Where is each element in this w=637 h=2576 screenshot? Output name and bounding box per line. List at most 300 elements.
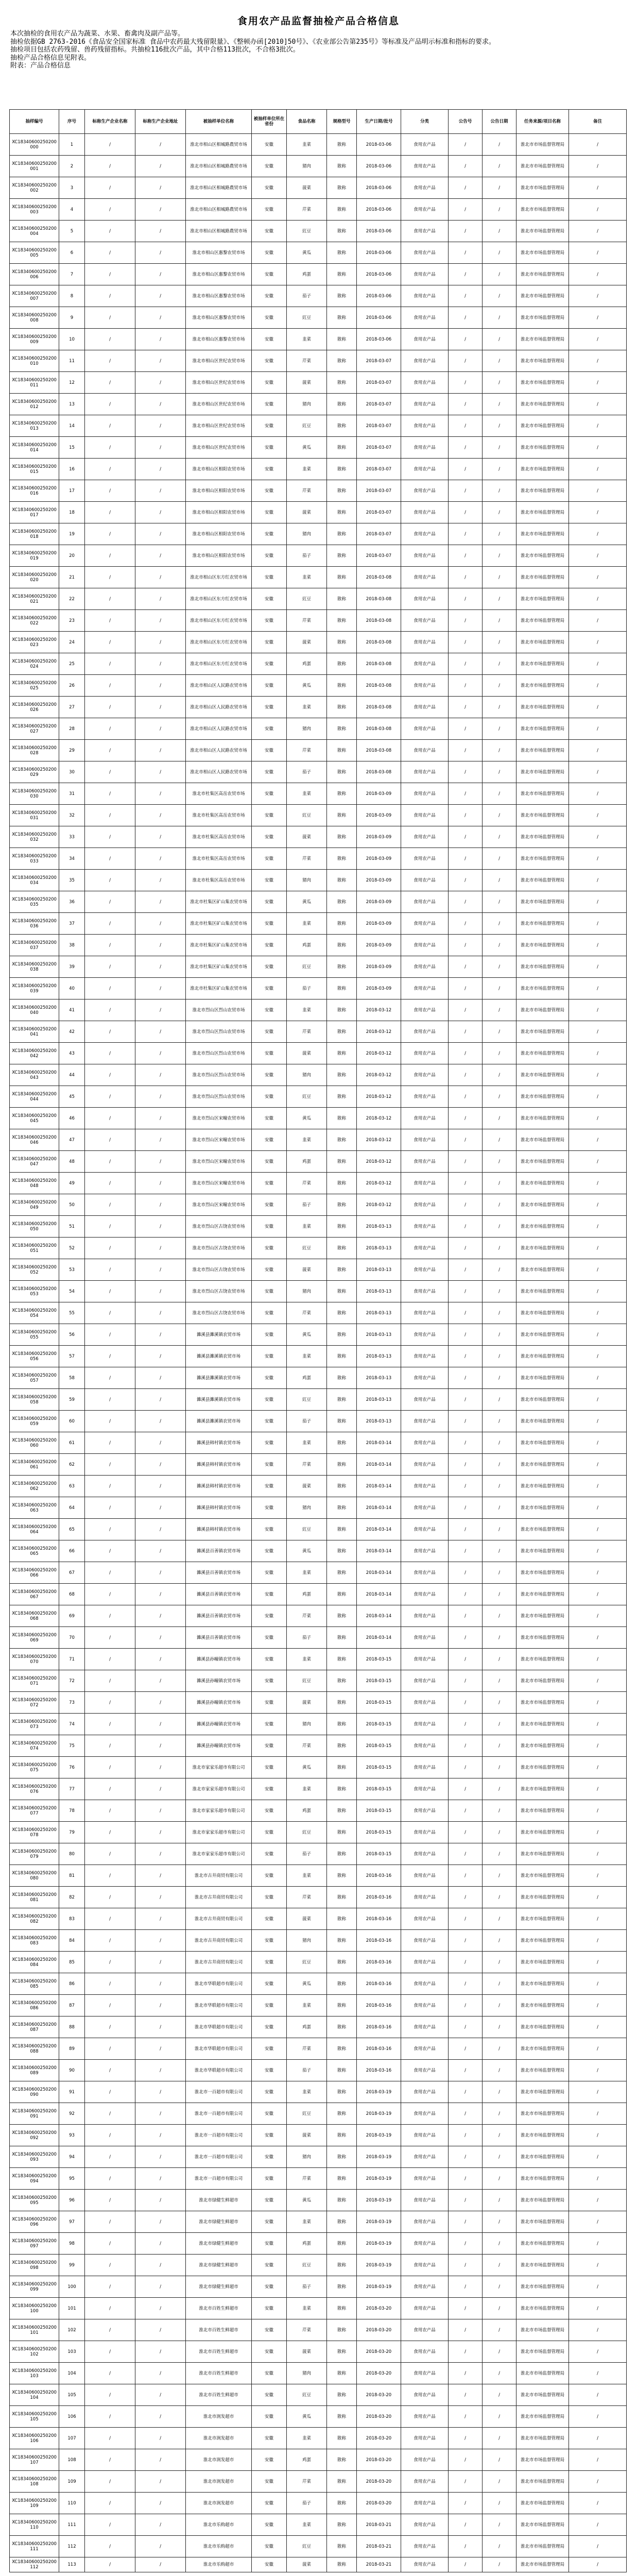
- table-cell: /: [85, 1930, 135, 1952]
- table-cell: 淮北市烈山区古饶农贸市场: [186, 1302, 252, 1324]
- table-cell: /: [569, 1627, 627, 1649]
- table-cell: 鸡蛋: [287, 264, 327, 285]
- table-cell: XC18340600250200096: [10, 2211, 59, 2233]
- table-cell: 食用农产品: [401, 1735, 449, 1757]
- table-cell: /: [85, 2536, 135, 2557]
- table-row: [10, 285, 627, 307]
- table-cell: 淮北市市场监督管理局: [517, 1367, 569, 1389]
- table-cell: 食用农产品: [401, 1714, 449, 1735]
- table-cell: 76: [59, 1757, 85, 1778]
- table-row: [10, 372, 627, 394]
- table-cell: XC18340600250200100: [10, 2298, 59, 2319]
- table-cell: 110: [59, 2493, 85, 2514]
- intro-line: 抽检项目包括农药残留、兽药残留指标。共抽检116批次产品，其中合格113批次，不合格3批次。: [10, 46, 300, 54]
- table-cell: /: [449, 1346, 483, 1367]
- table-cell: 淮北市市场监督管理局: [517, 2190, 569, 2211]
- table-cell: /: [483, 1822, 517, 1843]
- table-cell: 10: [59, 329, 85, 350]
- table-cell: /: [135, 1346, 186, 1367]
- table-cell: 淮北市烈山区宋疃农贸市场: [186, 1129, 252, 1151]
- table-cell: /: [569, 2211, 627, 2233]
- table-cell: 散称: [327, 1086, 357, 1108]
- table-cell: 淮北市市场监督管理局: [517, 1151, 569, 1173]
- table-cell: 淮北市相山区相城路農贸市场: [186, 177, 252, 199]
- table-cell: /: [85, 199, 135, 221]
- table-row: [10, 675, 627, 697]
- table-cell: 散称: [327, 307, 357, 329]
- table-cell: /: [569, 459, 627, 480]
- table-cell: 安徽: [252, 1411, 287, 1432]
- table-cell: /: [483, 1302, 517, 1324]
- table-cell: /: [483, 2190, 517, 2211]
- table-cell: 豇豆: [287, 805, 327, 826]
- table-row: [10, 718, 627, 740]
- table-cell: XC18340600250200060: [10, 1432, 59, 1454]
- table-cell: /: [135, 1194, 186, 1216]
- table-cell: /: [483, 2471, 517, 2493]
- table-cell: XC18340600250200032: [10, 826, 59, 848]
- table-cell: 淮北市市场监督管理局: [517, 459, 569, 480]
- table-cell: 19: [59, 523, 85, 545]
- table-cell: 94: [59, 2146, 85, 2168]
- table-cell: /: [85, 1173, 135, 1194]
- table-cell: 散称: [327, 913, 357, 935]
- table-cell: /: [135, 285, 186, 307]
- table-cell: 淮北市市场监督管理局: [517, 1519, 569, 1540]
- table-cell: /: [85, 1627, 135, 1649]
- table-cell: 韭菜: [287, 134, 327, 156]
- table-cell: 2018-03-08: [357, 567, 401, 588]
- table-cell: 散称: [327, 2557, 357, 2572]
- table-cell: 55: [59, 1302, 85, 1324]
- table-cell: 散称: [327, 805, 357, 826]
- column-header: 被抽样单位所在省份: [252, 110, 287, 134]
- table-cell: 淮北市相山区相城路農贸市场: [186, 199, 252, 221]
- table-cell: 淮北市市场监督管理局: [517, 2384, 569, 2406]
- table-cell: /: [569, 891, 627, 913]
- table-cell: /: [483, 675, 517, 697]
- table-cell: 2018-03-15: [357, 1800, 401, 1822]
- table-cell: 食用农产品: [401, 1865, 449, 1887]
- table-cell: 52: [59, 1238, 85, 1259]
- table-cell: 濉溪县百善镇农贸市场: [186, 1562, 252, 1584]
- table-cell: 淮北市绿健生鲜超市: [186, 2276, 252, 2298]
- table-cell: /: [483, 2363, 517, 2384]
- table-cell: /: [569, 1519, 627, 1540]
- table-cell: XC18340600250200044: [10, 1086, 59, 1108]
- table-cell: 茄子: [287, 1411, 327, 1432]
- table-row: [10, 2038, 627, 2060]
- table-cell: 安徽: [252, 1930, 287, 1952]
- table-cell: /: [449, 329, 483, 350]
- table-cell: /: [135, 718, 186, 740]
- table-cell: /: [135, 1064, 186, 1086]
- table-cell: 食用农产品: [401, 632, 449, 653]
- table-row: [10, 1497, 627, 1519]
- table-cell: 食用农产品: [401, 1389, 449, 1411]
- table-cell: 93: [59, 2125, 85, 2146]
- table-cell: 安徽: [252, 1800, 287, 1822]
- table-cell: 淮北市市场监督管理局: [517, 2428, 569, 2449]
- table-cell: 猪肉: [287, 2363, 327, 2384]
- table-cell: 2018-03-06: [357, 329, 401, 350]
- table-cell: 食用农产品: [401, 1216, 449, 1238]
- table-cell: /: [483, 2341, 517, 2363]
- table-cell: 猪肉: [287, 1714, 327, 1735]
- table-cell: 安徽: [252, 1454, 287, 1476]
- table-cell: 57: [59, 1346, 85, 1367]
- table-cell: /: [449, 2060, 483, 2081]
- table-cell: /: [449, 1995, 483, 2016]
- table-cell: 2018-03-13: [357, 1411, 401, 1432]
- table-cell: 2018-03-12: [357, 1021, 401, 1043]
- table-cell: /: [449, 1800, 483, 1822]
- table-cell: XC18340600250200003: [10, 199, 59, 221]
- table-cell: 散称: [327, 1497, 357, 1519]
- table-cell: 食用农产品: [401, 675, 449, 697]
- table-cell: /: [569, 329, 627, 350]
- table-cell: 韭菜: [287, 913, 327, 935]
- table-cell: XC18340600250200064: [10, 1519, 59, 1540]
- table-cell: /: [449, 199, 483, 221]
- table-cell: 食用农产品: [401, 1086, 449, 1108]
- table-cell: 淮北市市场监督管理局: [517, 697, 569, 718]
- table-cell: /: [449, 588, 483, 610]
- table-cell: 散称: [327, 1800, 357, 1822]
- table-cell: 2018-03-20: [357, 2384, 401, 2406]
- table-cell: /: [85, 697, 135, 718]
- table-cell: /: [569, 415, 627, 437]
- table-cell: 淮北市市场监督管理局: [517, 1735, 569, 1757]
- table-cell: 2018-03-12: [357, 1194, 401, 1216]
- table-cell: 淮北市烈山区宋疃农贸市场: [186, 1194, 252, 1216]
- column-header: 备注: [569, 110, 627, 134]
- table-cell: /: [449, 264, 483, 285]
- table-cell: /: [135, 1021, 186, 1043]
- table-cell: XC18340600250200010: [10, 350, 59, 372]
- table-cell: /: [483, 2449, 517, 2471]
- table-cell: 24: [59, 632, 85, 653]
- table-row: [10, 1411, 627, 1432]
- table-cell: XC18340600250200099: [10, 2276, 59, 2298]
- table-cell: 淮北市烈山区宋疃农贸市场: [186, 1151, 252, 1173]
- table-row: [10, 2146, 627, 2168]
- table-cell: /: [85, 1129, 135, 1151]
- table-cell: /: [483, 415, 517, 437]
- table-cell: 安徽: [252, 632, 287, 653]
- table-cell: 淮北市市场监督管理局: [517, 545, 569, 567]
- table-header-row: [10, 110, 627, 134]
- table-cell: 豇豆: [287, 956, 327, 978]
- table-row: [10, 1432, 627, 1454]
- table-cell: 2018-03-12: [357, 1108, 401, 1129]
- table-cell: /: [135, 1865, 186, 1887]
- table-cell: 淮北市市场监督管理局: [517, 1086, 569, 1108]
- table-cell: 散称: [327, 1540, 357, 1562]
- table-cell: 食用农产品: [401, 2103, 449, 2125]
- table-cell: 安徽: [252, 956, 287, 978]
- table-row: [10, 978, 627, 999]
- table-cell: /: [449, 1822, 483, 1843]
- table-cell: /: [449, 1021, 483, 1043]
- table-cell: XC18340600250200098: [10, 2255, 59, 2276]
- table-cell: 60: [59, 1411, 85, 1432]
- table-cell: 2018-03-14: [357, 1584, 401, 1605]
- table-cell: /: [569, 1908, 627, 1930]
- table-cell: /: [85, 1670, 135, 1692]
- table-cell: 31: [59, 783, 85, 805]
- table-cell: 食用农产品: [401, 415, 449, 437]
- table-cell: 2018-03-12: [357, 1086, 401, 1108]
- table-cell: 淮北市市场监督管理局: [517, 372, 569, 394]
- table-cell: XC18340600250200076: [10, 1778, 59, 1800]
- table-cell: 猪肉: [287, 2146, 327, 2168]
- table-cell: 淮北市华联超市有限公司: [186, 1995, 252, 2016]
- table-cell: /: [85, 1540, 135, 1562]
- table-cell: /: [569, 805, 627, 826]
- table-cell: /: [85, 1216, 135, 1238]
- table-cell: 散称: [327, 459, 357, 480]
- table-cell: /: [85, 1454, 135, 1476]
- table-cell: /: [483, 1692, 517, 1714]
- table-cell: 2018-03-14: [357, 1562, 401, 1584]
- table-cell: XC18340600250200035: [10, 891, 59, 913]
- table-cell: 淮北市市场监督管理局: [517, 1346, 569, 1367]
- table-cell: 菠菜: [287, 1476, 327, 1497]
- table-cell: 韭菜: [287, 1562, 327, 1584]
- table-cell: 安徽: [252, 1064, 287, 1086]
- table-cell: 2018-03-21: [357, 2514, 401, 2536]
- table-cell: /: [85, 2298, 135, 2319]
- table-cell: 安徽: [252, 480, 287, 502]
- table-cell: 安徽: [252, 329, 287, 350]
- table-cell: /: [85, 1887, 135, 1908]
- table-cell: XC18340600250200050: [10, 1216, 59, 1238]
- table-cell: /: [569, 285, 627, 307]
- table-cell: /: [569, 848, 627, 870]
- table-cell: 淮北市相山区相阳农贸市场: [186, 523, 252, 545]
- table-cell: /: [135, 826, 186, 848]
- table-cell: 84: [59, 1930, 85, 1952]
- table-cell: XC18340600250200005: [10, 242, 59, 264]
- table-row: [10, 134, 627, 156]
- table-cell: XC18340600250200059: [10, 1411, 59, 1432]
- table-cell: 淮北市古井商贸有限公司: [186, 1908, 252, 1930]
- table-cell: 散称: [327, 1865, 357, 1887]
- table-cell: /: [135, 1043, 186, 1064]
- table-cell: 2018-03-08: [357, 653, 401, 675]
- table-cell: XC18340600250200091: [10, 2103, 59, 2125]
- table-cell: /: [483, 653, 517, 675]
- table-cell: 2018-03-19: [357, 2233, 401, 2255]
- table-cell: 散称: [327, 2038, 357, 2060]
- table-cell: /: [569, 221, 627, 242]
- table-cell: /: [569, 1887, 627, 1908]
- table-cell: 散称: [327, 2298, 357, 2319]
- table-cell: 食用农产品: [401, 459, 449, 480]
- table-cell: /: [85, 653, 135, 675]
- table-cell: /: [569, 1454, 627, 1476]
- table-cell: /: [569, 1411, 627, 1432]
- table-cell: 2018-03-14: [357, 1540, 401, 1562]
- table-cell: XC18340600250200023: [10, 632, 59, 653]
- table-row: [10, 870, 627, 891]
- table-cell: 106: [59, 2406, 85, 2428]
- table-cell: XC18340600250200029: [10, 761, 59, 783]
- table-row: [10, 502, 627, 523]
- table-cell: /: [135, 913, 186, 935]
- table-row: [10, 2125, 627, 2146]
- table-cell: XC18340600250200084: [10, 1952, 59, 1973]
- table-cell: 58: [59, 1367, 85, 1389]
- table-cell: 淮北市市场监督管理局: [517, 1670, 569, 1692]
- table-cell: /: [449, 2211, 483, 2233]
- table-cell: /: [449, 956, 483, 978]
- table-cell: 安徽: [252, 1778, 287, 1800]
- table-cell: 淮北市市场监督管理局: [517, 1497, 569, 1519]
- table-row: [10, 653, 627, 675]
- table-cell: XC18340600250200012: [10, 394, 59, 415]
- table-cell: /: [449, 1432, 483, 1454]
- table-cell: 菠菜: [287, 1043, 327, 1064]
- table-row: [10, 2016, 627, 2038]
- column-header: 任务来源/项目名称: [517, 110, 569, 134]
- table-cell: 食用农产品: [401, 285, 449, 307]
- table-cell: 菠菜: [287, 177, 327, 199]
- table-cell: 散称: [327, 1324, 357, 1346]
- table-cell: 食用农产品: [401, 329, 449, 350]
- table-cell: XC18340600250200062: [10, 1476, 59, 1497]
- table-cell: 散称: [327, 502, 357, 523]
- table-cell: /: [135, 2406, 186, 2428]
- table-cell: /: [85, 2060, 135, 2081]
- table-cell: /: [483, 870, 517, 891]
- table-cell: /: [85, 1822, 135, 1843]
- table-cell: /: [135, 1649, 186, 1670]
- table-cell: /: [449, 826, 483, 848]
- table-cell: /: [483, 242, 517, 264]
- table-cell: 2018-03-06: [357, 242, 401, 264]
- table-cell: 散称: [327, 1259, 357, 1281]
- table-cell: 菠菜: [287, 1259, 327, 1281]
- table-cell: 29: [59, 740, 85, 761]
- table-cell: 安徽: [252, 1043, 287, 1064]
- table-cell: 2018-03-14: [357, 1432, 401, 1454]
- table-cell: 26: [59, 675, 85, 697]
- table-cell: 淮北市市场监督管理局: [517, 740, 569, 761]
- table-cell: 淮北市杜集区高岳农贸市场: [186, 848, 252, 870]
- table-cell: /: [569, 761, 627, 783]
- table-cell: /: [483, 2233, 517, 2255]
- table-cell: /: [483, 307, 517, 329]
- table-cell: 安徽: [252, 2428, 287, 2449]
- table-cell: /: [569, 2406, 627, 2428]
- table-cell: /: [449, 350, 483, 372]
- table-cell: 茄子: [287, 285, 327, 307]
- table-cell: 散称: [327, 2276, 357, 2298]
- table-cell: 安徽: [252, 1887, 287, 1908]
- table-cell: 食用农产品: [401, 891, 449, 913]
- table-row: [10, 1389, 627, 1411]
- table-cell: 淮北市市场监督管理局: [517, 978, 569, 999]
- table-cell: 安徽: [252, 2060, 287, 2081]
- table-cell: 47: [59, 1129, 85, 1151]
- table-cell: 17: [59, 480, 85, 502]
- table-cell: XC18340600250200111: [10, 2536, 59, 2557]
- table-cell: /: [483, 2536, 517, 2557]
- table-cell: /: [483, 134, 517, 156]
- table-cell: /: [483, 264, 517, 285]
- table-cell: 淮北市市场监督管理局: [517, 134, 569, 156]
- table-cell: 食用农产品: [401, 2406, 449, 2428]
- table-cell: 73: [59, 1692, 85, 1714]
- table-cell: /: [569, 1930, 627, 1952]
- table-cell: /: [483, 1519, 517, 1540]
- table-cell: 淮北市市场监督管理局: [517, 394, 569, 415]
- table-cell: 食用农产品: [401, 1843, 449, 1865]
- table-cell: 濉溪县濉溪镇农贸市场: [186, 1367, 252, 1389]
- table-cell: 2018-03-15: [357, 1649, 401, 1670]
- table-cell: 安徽: [252, 437, 287, 459]
- table-cell: 散称: [327, 2493, 357, 2514]
- table-cell: XC18340600250200072: [10, 1692, 59, 1714]
- table-cell: 食用农产品: [401, 1476, 449, 1497]
- table-cell: 108: [59, 2449, 85, 2471]
- table-cell: 淮北市市场监督管理局: [517, 2060, 569, 2081]
- table-cell: 80: [59, 1843, 85, 1865]
- table-cell: XC18340600250200093: [10, 2146, 59, 2168]
- table-cell: 18: [59, 502, 85, 523]
- table-cell: 散称: [327, 1454, 357, 1476]
- table-cell: /: [85, 870, 135, 891]
- table-cell: 2018-03-06: [357, 156, 401, 177]
- table-row: [10, 783, 627, 805]
- table-cell: 猪肉: [287, 156, 327, 177]
- table-cell: 茄子: [287, 1843, 327, 1865]
- table-cell: 食用农产品: [401, 2557, 449, 2572]
- table-cell: 2018-03-20: [357, 2493, 401, 2514]
- table-cell: /: [449, 2514, 483, 2536]
- table-cell: 茄子: [287, 1627, 327, 1649]
- table-cell: XC18340600250200107: [10, 2449, 59, 2471]
- table-cell: /: [85, 415, 135, 437]
- table-cell: 淮北市相山区惠黎农贸市场: [186, 264, 252, 285]
- table-cell: /: [483, 2428, 517, 2449]
- table-cell: 食用农产品: [401, 783, 449, 805]
- table-cell: 67: [59, 1562, 85, 1584]
- table-cell: 2018-03-15: [357, 1714, 401, 1735]
- table-cell: /: [85, 2103, 135, 2125]
- table-cell: XC18340600250200009: [10, 329, 59, 350]
- table-cell: /: [85, 459, 135, 480]
- table-cell: 韭菜: [287, 1865, 327, 1887]
- table-cell: XC18340600250200102: [10, 2341, 59, 2363]
- table-cell: 濉溪县百善镇农贸市场: [186, 1627, 252, 1649]
- table-cell: /: [85, 1476, 135, 1497]
- table-cell: 散称: [327, 653, 357, 675]
- table-row: [10, 242, 627, 264]
- table-cell: 淮北市市场监督管理局: [517, 307, 569, 329]
- table-cell: /: [135, 632, 186, 653]
- table-cell: 食用农产品: [401, 1064, 449, 1086]
- table-row: [10, 1865, 627, 1887]
- table-cell: XC18340600250200066: [10, 1562, 59, 1584]
- table-row: [10, 1129, 627, 1151]
- table-cell: 37: [59, 913, 85, 935]
- table-cell: 食用农产品: [401, 177, 449, 199]
- table-cell: /: [135, 870, 186, 891]
- table-cell: 安徽: [252, 2276, 287, 2298]
